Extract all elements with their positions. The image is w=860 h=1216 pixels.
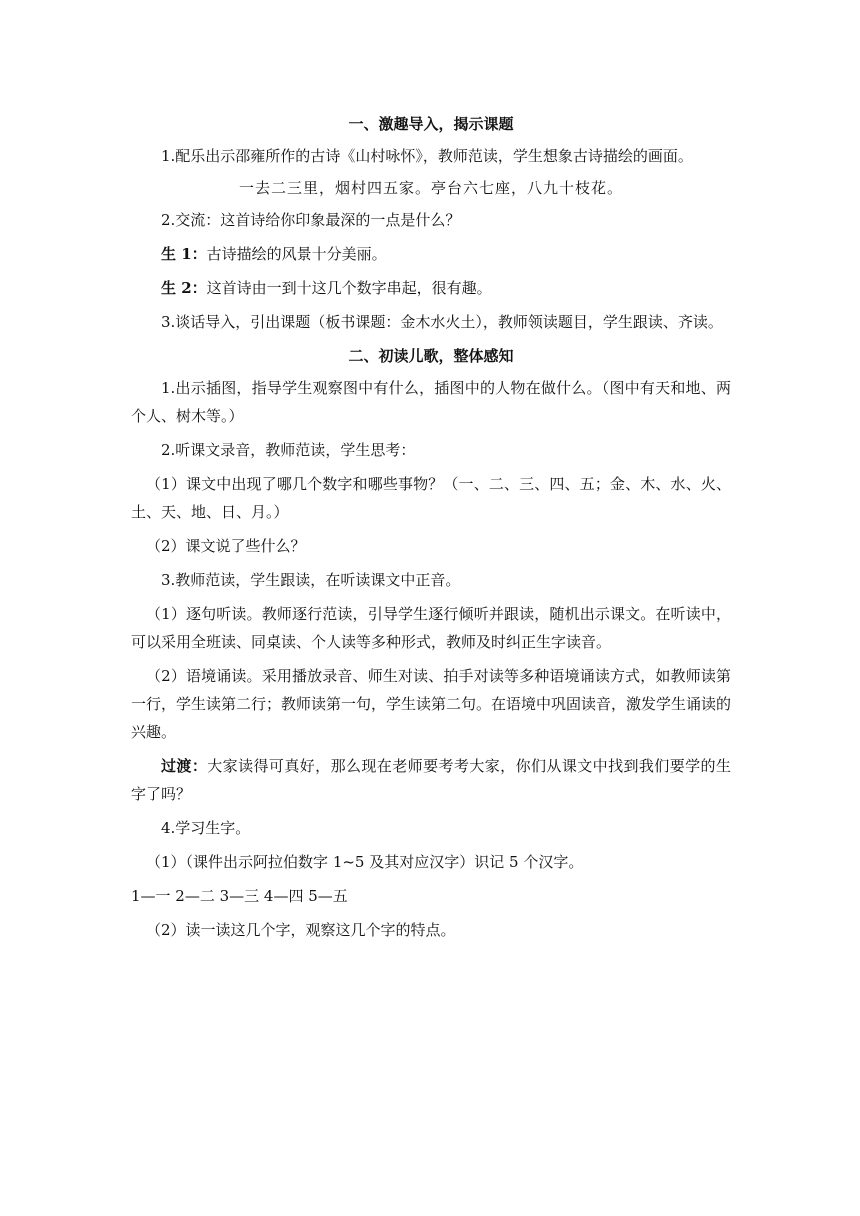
section-heading-1: 一、激趣导入，揭示课题 — [348, 115, 514, 133]
poem-line: 一去二三里，烟村四五家。亭台六七座，八九十枝花。 — [238, 179, 623, 197]
transition-paragraph — [131, 752, 731, 808]
paragraph: （2）读一读这几个字，观察这几个字的特点。 — [146, 921, 456, 939]
document-body — [131, 106, 731, 944]
paragraph: （2）课文说了些什么？ — [146, 537, 306, 555]
paragraph: 4.学习生字。 — [161, 819, 251, 837]
transition-label: 过渡： — [161, 757, 208, 775]
paragraph: 3.教师范读，学生跟读，在听读课文中正音。 — [161, 571, 461, 589]
student-answer-1 — [131, 240, 731, 268]
paragraph: （2）语境诵读。采用播放录音、师生对读、拍手对读等多种语境诵读方式，如教师读第一行，学生读第二行；教师读第一句，学生读第二句。在语境中巩固读音，激发学生诵读的兴趣。 — [131, 667, 732, 741]
student-answer-text: 古诗描绘的风景十分美丽。 — [206, 245, 387, 263]
paragraph: （1）（课件出示阿拉伯数字 1~5 及其对应汉字）识记 5 个汉字。 — [146, 853, 584, 871]
numeral-mapping: 1—一 2—二 3—三 4—四 5—五 — [131, 887, 348, 905]
student-label: 生 1： — [161, 245, 207, 263]
student-answer-2 — [131, 274, 731, 302]
paragraph: 1.出示插图，指导学生观察图中有什么，插图中的人物在做什么。（图中有天和地、两个人、树木等。） — [131, 379, 731, 425]
paragraph: 2.交流：这首诗给你印象最深的一点是什么？ — [161, 211, 461, 229]
paragraph: 3.谈话导入，引出课题（板书课题：金木水火土），教师领读题目，学生跟读、齐读。 — [161, 313, 723, 331]
paragraph: （1）课文中出现了哪几个数字和哪些事物？（一、二、三、四、五；金、木、水、火、土、天、地、日、月。） — [131, 475, 731, 521]
paragraph: 2.听课文录音，教师范读，学生思考： — [161, 441, 416, 459]
paragraph: （1）逐句听读。教师逐行范读，引导学生逐行倾听并跟读，随机出示课文。在听读中，可以采用全班读、同桌读、个人读等多种形式，教师及时纠正生字读音。 — [131, 605, 731, 651]
student-label: 生 2： — [161, 279, 207, 297]
transition-text: 大家读得可真好，那么现在老师要考考大家，你们从课文中找到我们要学的生字了吗？ — [131, 757, 731, 803]
student-answer-text: 这首诗由一到十这几个数字串起，很有趣。 — [206, 279, 492, 297]
paragraph: 1.配乐出示邵雍所作的古诗《山村咏怀》，教师范读，学生想象古诗描绘的画面。 — [161, 147, 693, 165]
section-heading-2: 二、初读儿歌，整体感知 — [348, 347, 514, 365]
